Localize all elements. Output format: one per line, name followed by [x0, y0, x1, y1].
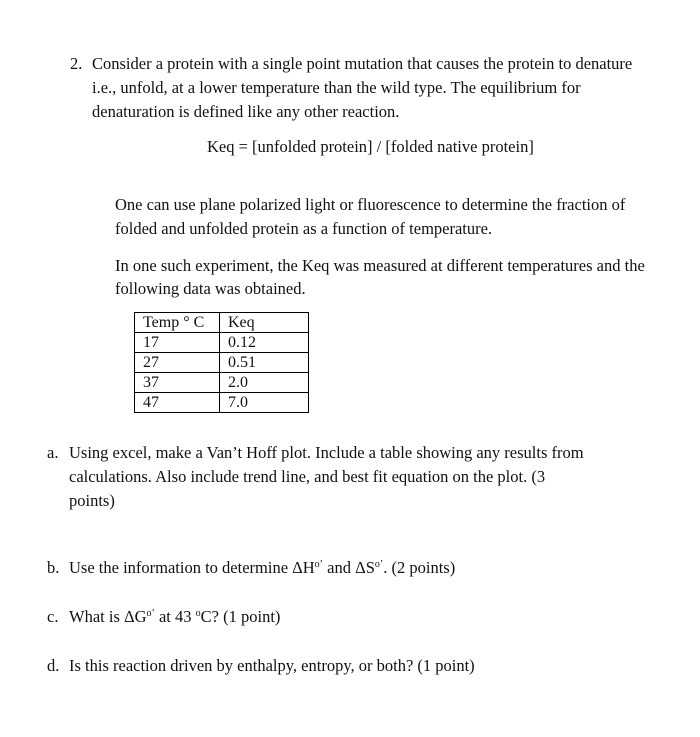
part-b-sup-1: o’: [314, 559, 324, 570]
table-row: [135, 353, 309, 373]
question-number: 2.: [70, 54, 83, 73]
table-row: [135, 373, 309, 393]
part-b-sup-2: o’: [374, 559, 384, 570]
temp-cell: 47: [135, 393, 220, 413]
part-c-text-1: What is ΔG: [69, 607, 147, 626]
part-a-line-1: Using excel, make a Van’t Hoff plot. Include a table showing any results from: [69, 443, 584, 462]
intro-line-2: i.e., unfold, at a lower temperature than the wild type. The equilibrium for: [92, 78, 581, 97]
header-temp: Temp ° C: [135, 313, 220, 333]
keq-cell: 7.0: [220, 393, 309, 413]
part-a-line-3: points): [69, 491, 115, 510]
para2-line-1: In one such experiment, the Keq was measured at different temperatures and the: [115, 256, 645, 275]
part-c-sup-2: o: [195, 608, 201, 619]
keq-data-table: [134, 312, 309, 413]
part-c-sup-1: o’: [146, 608, 155, 619]
intro-line-1: Consider a protein with a single point mutation that causes the protein to denature: [92, 54, 633, 73]
temp-cell: 27: [135, 353, 220, 373]
part-b-text-3: . (2 points): [383, 558, 456, 577]
part-c-text-2: at 43: [154, 607, 196, 626]
para1-line-2: folded and unfolded protein as a function of temperature.: [115, 219, 493, 238]
para1-line-1: One can use plane polarized light or fluorescence to determine the fraction of: [115, 195, 626, 214]
part-d-marker: d.: [47, 656, 60, 675]
part-c-marker: c.: [47, 607, 59, 626]
para2-line-2: following data was obtained.: [115, 279, 306, 298]
table-header-row: [135, 313, 309, 333]
part-b-text-2: and ΔS: [323, 558, 375, 577]
keq-cell: 0.51: [220, 353, 309, 373]
intro-line-3: denaturation is defined like any other reaction.: [92, 102, 400, 121]
keq-cell: 0.12: [220, 333, 309, 353]
table-row: [135, 393, 309, 413]
temp-cell: 37: [135, 373, 220, 393]
part-d-question: Is this reaction driven by enthalpy, entropy, or both? (1 point): [69, 656, 475, 675]
header-keq: Keq: [220, 313, 309, 333]
temp-cell: 17: [135, 333, 220, 353]
part-b-text-1: Use the information to determine ΔH: [69, 558, 315, 577]
part-a-line-2: calculations. Also include trend line, and best fit equation on the plot. (3: [69, 467, 546, 486]
table-row: [135, 333, 309, 353]
part-b-marker: b.: [47, 558, 60, 577]
part-b-question: [69, 556, 455, 580]
part-c-text-3: C? (1 point): [200, 607, 281, 626]
part-c-question: [69, 605, 280, 629]
keq-equation: Keq = [unfolded protein] / [folded native protein]: [207, 137, 534, 156]
keq-cell: 2.0: [220, 373, 309, 393]
part-a-marker: a.: [47, 443, 59, 462]
